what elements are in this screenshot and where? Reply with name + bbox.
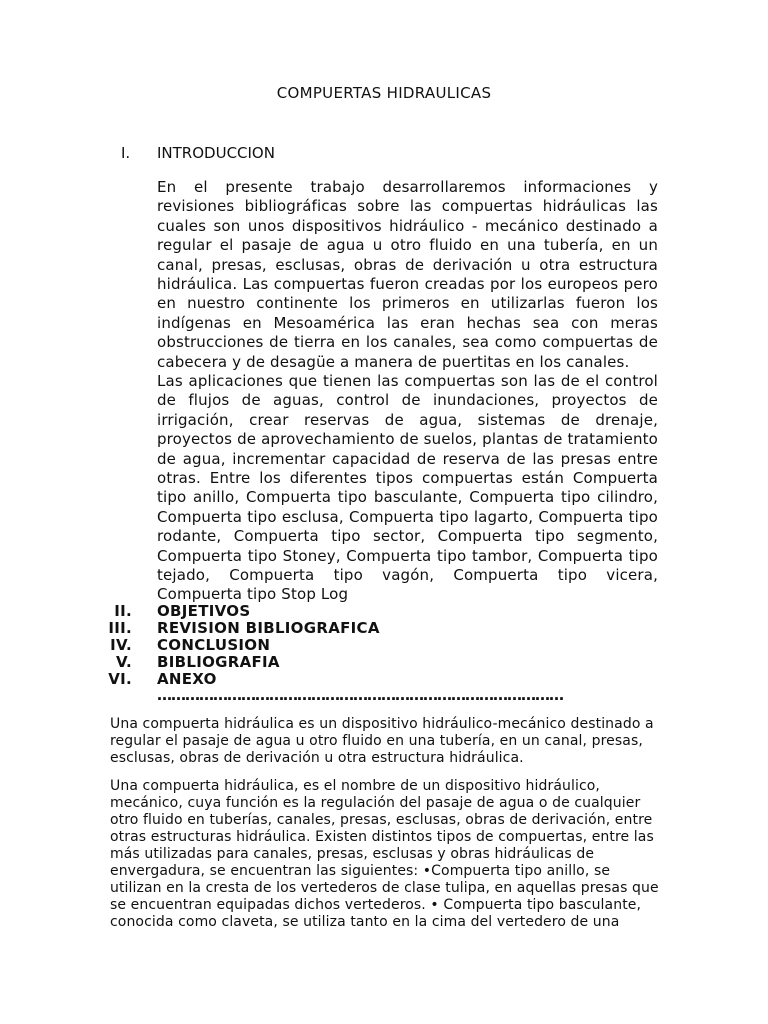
document-title: COMPUERTAS HIDRAULICAS	[276, 84, 492, 102]
body-paragraph-2: Una compuerta hidráulica, es el nombre de un dispositivo hidráulico, mecánico, cuya función es la regulación del pasaje de agua o de cualquier otro fluido en tuberías, canales, presas, esclusas, obras de derivación, entre otras estructuras hidráulica. Existen distintos tipos de compuertas, entre las más utilizadas para canales, presas, esclusas y obras hidráulicas de envergadura, se encuentran las siguientes: •Compuerta tipo anillo, se utilizan en la cresta de los vertederos de clase tulipa, en aquellas presas que se encuentran equipadas dichos vertederos. • Compuerta tipo basculante, conocida como claveta, se utiliza tanto en la cima del vertedero de una	[110, 778, 659, 930]
toc-label: BIBLIOGRAFIA	[157, 653, 280, 671]
toc-number: II.	[114, 602, 132, 620]
toc-number: VI.	[108, 670, 132, 688]
toc-number: V.	[116, 653, 132, 671]
body-paragraph-1: Una compuerta hidráulica es un dispositivo hidráulico-mecánico destinado a regular el pasaje de agua u otro fluido en una tubería, en un canal, presas, esclusas, obras de derivación u otra estructura hidráulica.	[110, 716, 654, 766]
intro-paragraph-2: Las aplicaciones que tienen las compuertas son las de el control de flujos de aguas, control de inundaciones, proyectos de irrigación, crear reservas de agua, sistemas de drenaje, proyectos de aprovechamiento de suelos, plantas de tratamiento de agua, incrementar capacidad de reserva de las presas entre otras. Entre los diferentes tipos compuertas están Compuerta tipo anillo, Compuerta tipo basculante, Compuerta tipo cilindro, Compuerta tipo esclusa, Compuerta tipo lagarto, Compuerta tipo rodante, Compuerta tipo sector, Compuerta tipo segmento, Compuerta tipo Stoney, Compuerta tipo tambor, Compuerta tipo tejado, Compuerta tipo vagón, Compuerta tipo vicera, Compuerta tipo Stop Log	[157, 372, 658, 604]
toc-label: ANEXO	[157, 670, 217, 688]
toc-label: OBJETIVOS	[157, 602, 251, 620]
toc-label: CONCLUSION	[157, 636, 271, 654]
dotted-separator: ……………………………………………………………………………	[157, 686, 563, 704]
intro-heading-label: INTRODUCCION	[157, 144, 275, 162]
toc-label: REVISION BIBLIOGRAFICA	[157, 619, 380, 637]
toc-number: III.	[108, 619, 132, 637]
intro-paragraph-1: En el presente trabajo desarrollaremos informaciones y revisiones bibliográficas sobre las compuertas hidráulicas las cuales son unos dispositivos hidráulico - mecánico destinado a regular el pasaje de agua u otro fluido en una tubería, en un canal, presas, esclusas, obras de derivación u otra estructura hidráulica. Las compuertas fueron creadas por los europeos pero en nuestro continente los primeros en utilizarlas fueron los indígenas en Mesoamérica las eran hechas sea con meras obstrucciones de tierra en los canales, sea como compuertas de cabecera y de desagüe a manera de puertitas en los canales.	[157, 178, 658, 371]
toc-number: IV.	[110, 636, 132, 654]
intro-number: I.	[121, 144, 131, 162]
